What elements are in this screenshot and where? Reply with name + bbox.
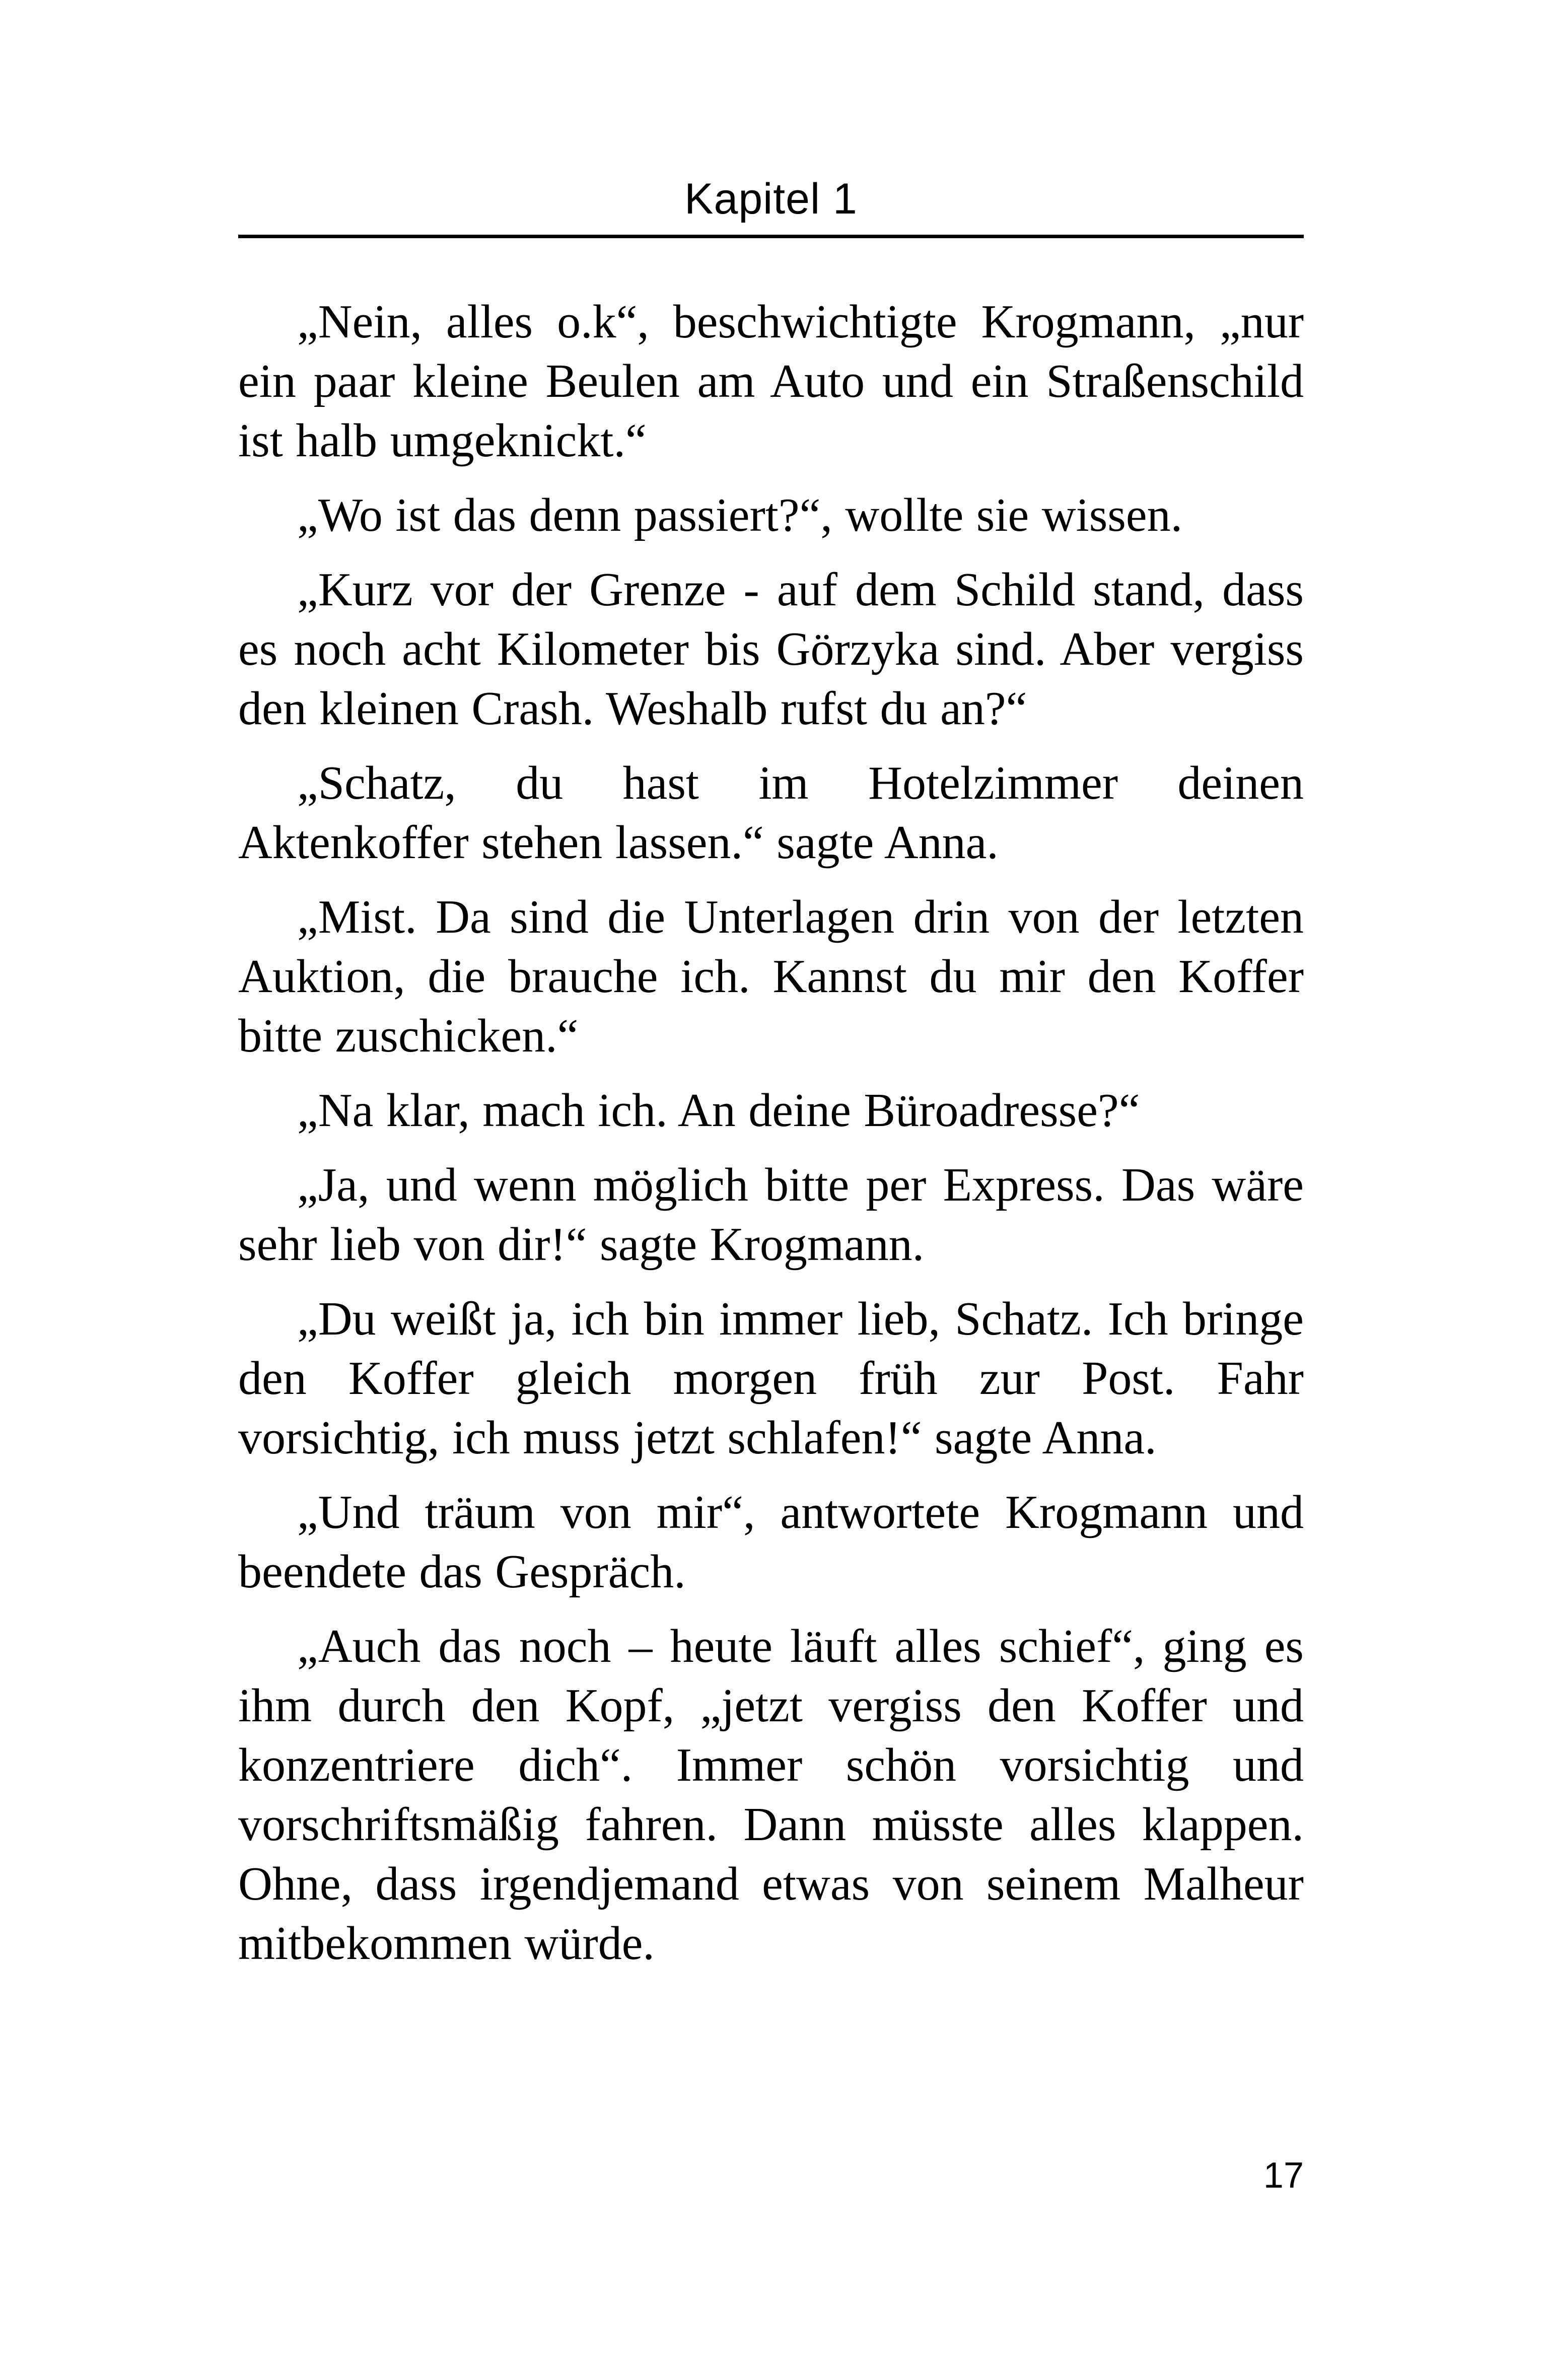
chapter-title: Kapitel 1 — [684, 175, 858, 223]
paragraph: „Du weißt ja, ich bin immer lieb, Schatz. Ich bringe den Koffer gleich morgen früh zur Post. Fahr vorsichtig, ich muss jetzt schlafen!“ sagte Anna. — [238, 1293, 1304, 1464]
body-text — [238, 292, 1304, 1988]
paragraph: „Wo ist das denn passiert?“, wollte sie wissen. — [297, 489, 1183, 541]
header-rule — [238, 235, 1304, 238]
page-number: 17 — [1263, 2155, 1304, 2196]
running-header — [238, 166, 1304, 237]
paragraph: „Schatz, du hast im Hotelzimmer deinen Aktenkoffer stehen lassen.“ sagte Anna. — [238, 757, 1304, 869]
paragraph: „Mist. Da sind die Unterlagen drin von der letzten Auktion, die brauche ich. Kannst du mir den Koffer bitte zuschicken.“ — [238, 891, 1304, 1062]
paragraph: „Auch das noch – heute läuft alles schief“, ging es ihm durch den Kopf, „jetzt vergiss den Koffer und konzentriere dich“. Immer schön vorsichtig und vorschriftsmäßig fahren. Dann müsste alles klappen. Ohne, dass irgendjemand etwas von seinem Malheur mitbekommen würde. — [238, 1620, 1304, 1970]
paragraph: „Und träum von mir“, antwortete Krogmann und beendete das Gespräch. — [238, 1486, 1304, 1598]
paragraph: „Na klar, mach ich. An deine Büroadresse?“ — [297, 1084, 1140, 1137]
paragraph: „Kurz vor der Grenze - auf dem Schild stand, dass es noch acht Kilometer bis Görzyka sind. Aber vergiss den kleinen Crash. Weshalb rufst du an?“ — [238, 564, 1304, 735]
paragraph: „Ja, und wenn möglich bitte per Express. Das wäre sehr lieb von dir!“ sagte Krogmann. — [238, 1159, 1304, 1271]
paragraph: „Nein, alles o.k“, beschwichtigte Krogmann, „nur ein paar kleine Beulen am Auto und ein Straßenschild ist halb umgeknickt.“ — [238, 296, 1304, 467]
